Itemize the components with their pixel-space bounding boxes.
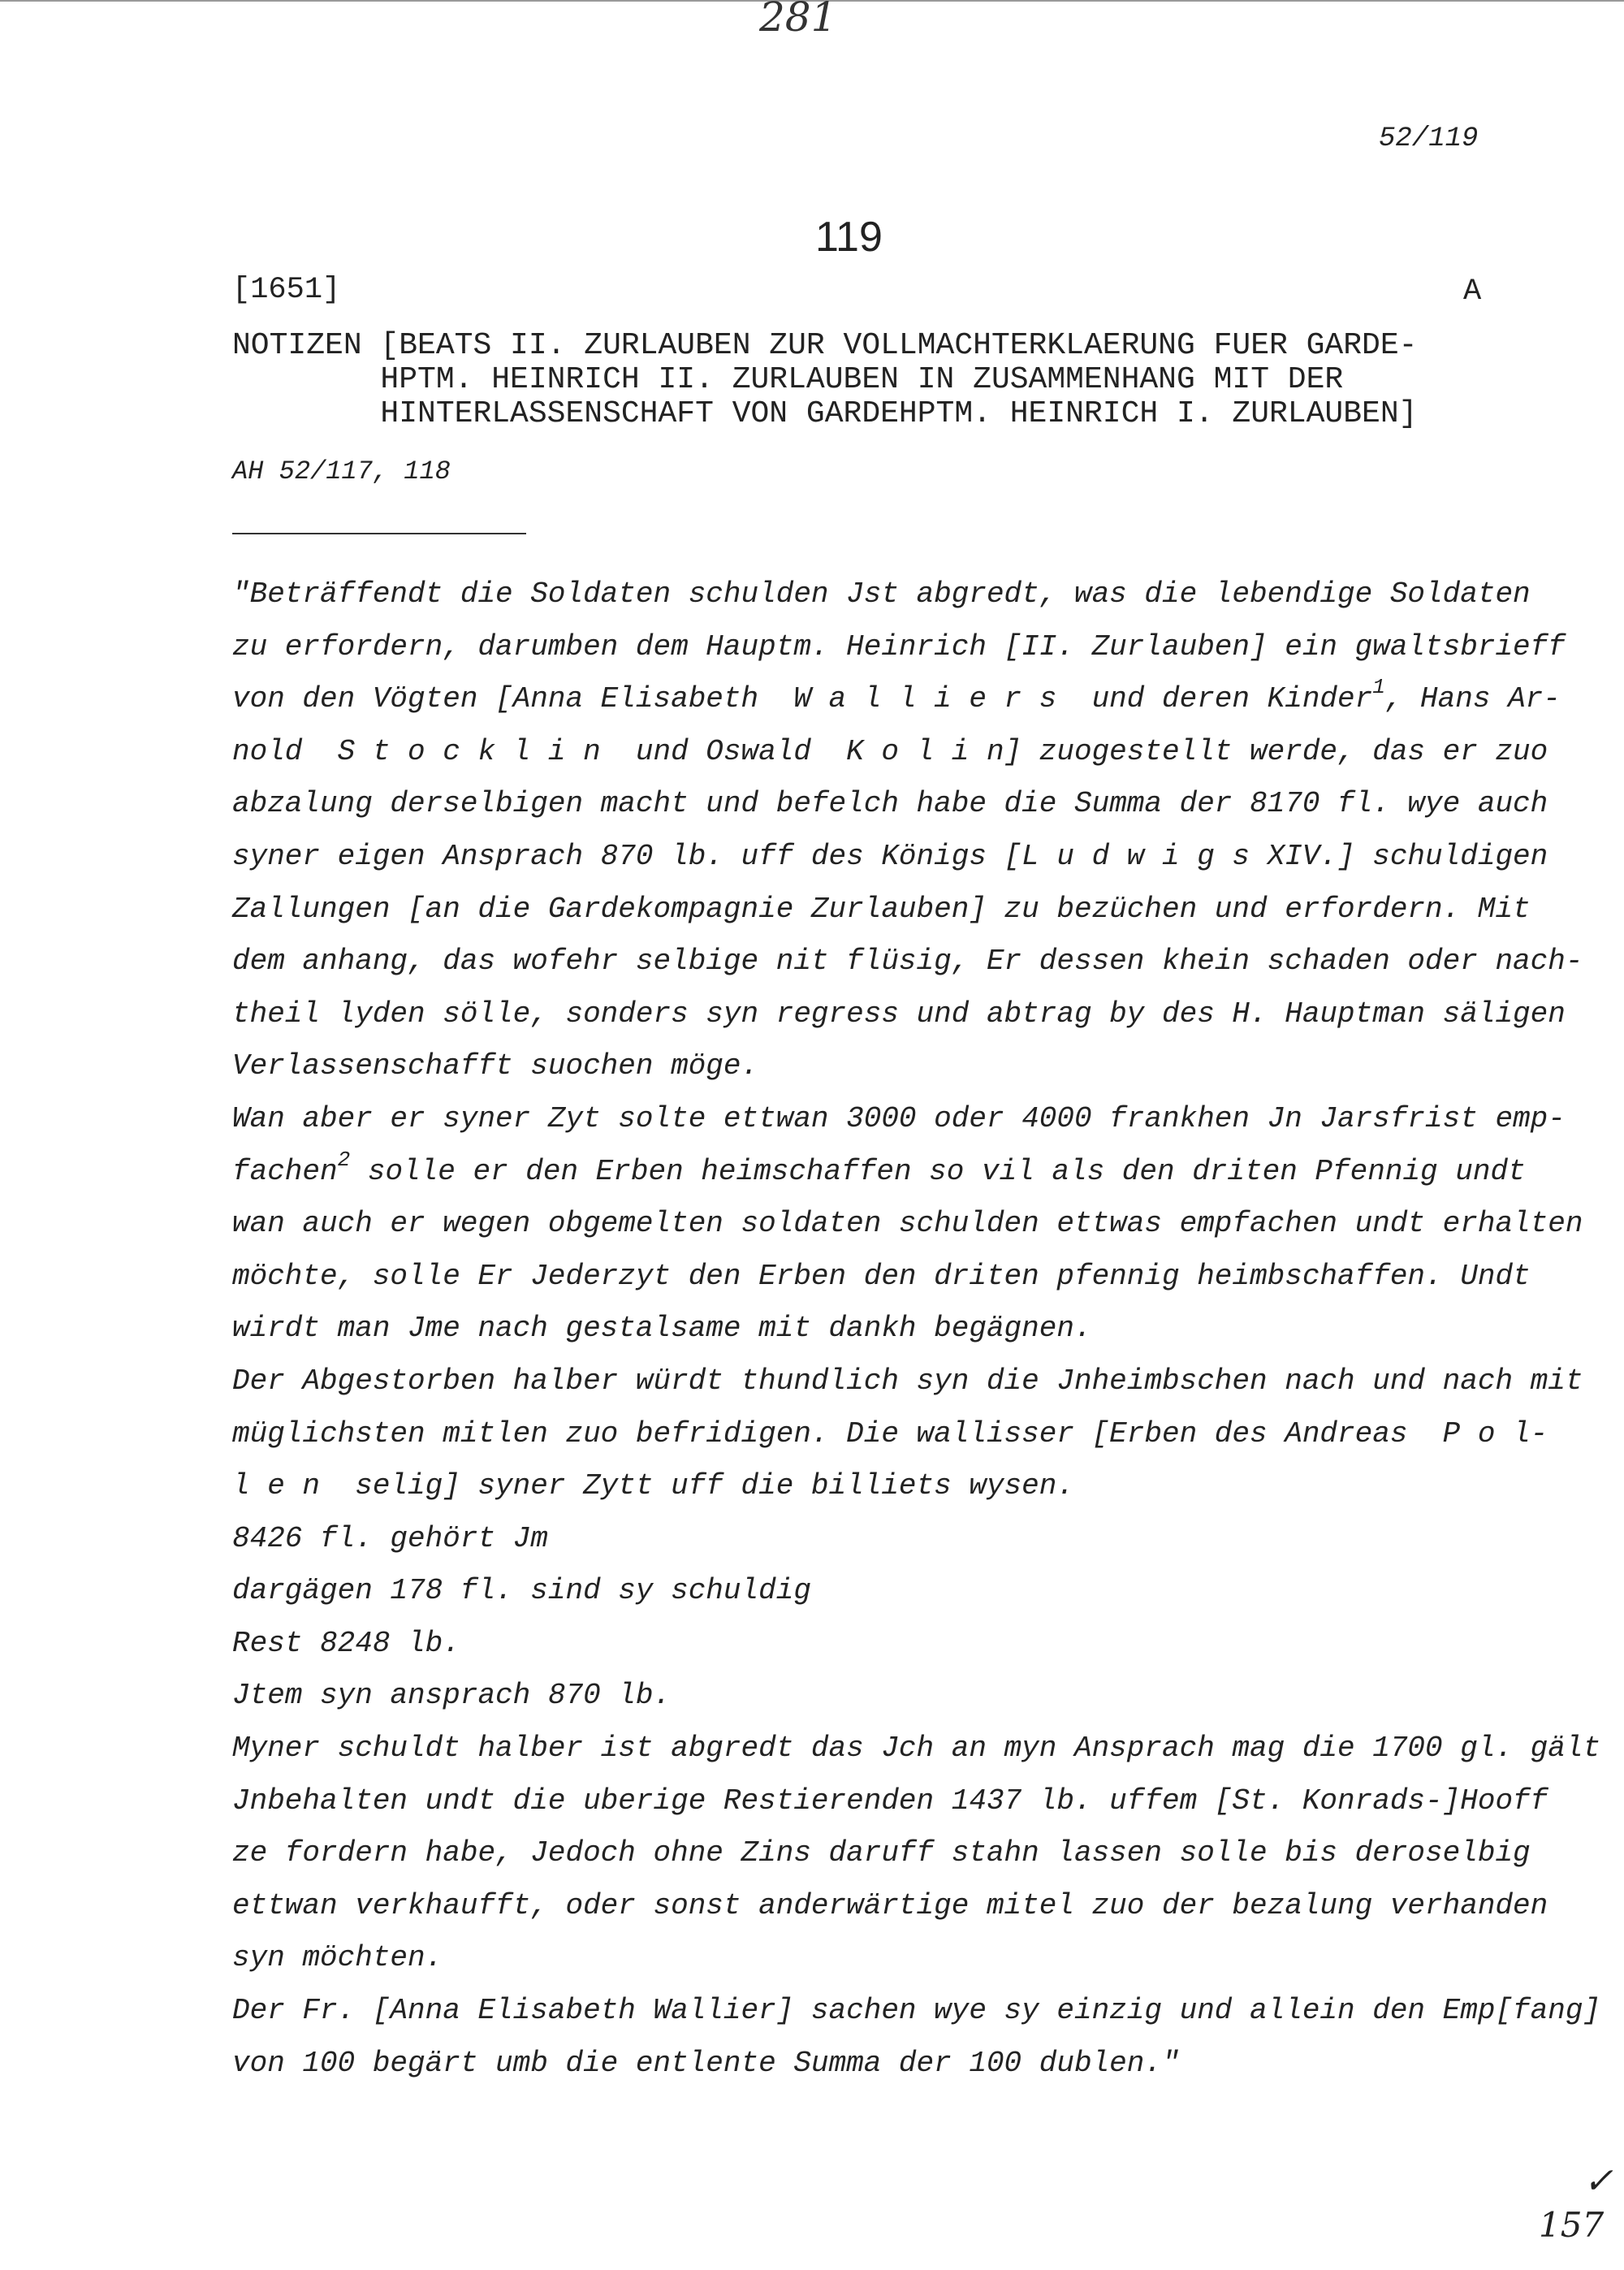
heading-line: NOTIZEN [BEATS II. ZURLAUBEN ZUR VOLLMACHTERKLAERUNG FUER GARDE- [232, 328, 1418, 363]
text-line: ettwan verkhaufft, oder sonst anderwärtige mitel zuo der bezalung verhanden [232, 1888, 1548, 1922]
text-line: dem anhang, das wofehr selbige nit flüsig, Er dessen khein schaden oder nach- [232, 945, 1583, 979]
text-line: möchte, solle Er Jederzyt den Erben den driten pfennig heimbschaffen. Undt [232, 1259, 1531, 1293]
text-line: syn möchten. [232, 1941, 443, 1975]
text-line: von 100 begärt umb die entlente Summa der 100 dublen." [232, 2046, 1180, 2080]
text-line: müglichsten mitlen zuo befridigen. Die wallisser [Erben des Andreas P o l- [232, 1416, 1548, 1451]
text-line: theil lyden sölle, sonders syn regress und abtrag by des H. Hauptman säligen [232, 997, 1566, 1031]
text-line: Jnbehalten undt die uberige Restierenden 1437 lb. uffem [St. Konrads-]Hooff [232, 1784, 1548, 1818]
heading-line: HINTERLASSENSCHAFT VON GARDEHPTM. HEINRICH I. ZURLAUBEN] [232, 396, 1418, 431]
handwritten-page-number: 281 [759, 0, 837, 41]
ah-reference: AH 52/117, 118 [232, 456, 451, 486]
text-line: Der Abgestorben halber würdt thundlich syn die Jnheimbschen nach und nach mit [232, 1364, 1583, 1398]
text-line [232, 1146, 1526, 1199]
text-line: nold S t o c k l i n und Oswald K o l i n] zuogestellt werde, das er zuo [232, 734, 1548, 768]
text-line: wan auch er wegen obgemelten soldaten schulden ettwas empfachen undt erhalten [232, 1207, 1583, 1241]
separator-rule [232, 533, 526, 534]
text-line: "Beträffendt die Soldaten schulden Jst abgredt, was die lebendige Soldaten [232, 577, 1531, 611]
text-line: Verlassenschafft suochen möge. [232, 1049, 759, 1083]
document-letter: A [1463, 275, 1482, 309]
text-line: Jtem syn ansprach 870 lb. [232, 1679, 672, 1713]
text-line: Wan aber er syner Zyt solte ettwan 3000 oder 4000 frankhen Jn Jarsfrist emp- [232, 1101, 1566, 1135]
archive-reference: 52/119 [1379, 123, 1479, 154]
document-date: [1651] [232, 273, 341, 307]
text-line: ze fordern habe, Jedoch ohne Zins daruff stahn lassen solle bis deroselbig [232, 1836, 1531, 1870]
footnote-marker: 1 [1372, 675, 1385, 700]
text-line: wirdt man Jme nach gestalsame mit dankh begägnen. [232, 1312, 1092, 1346]
text-segment: , Hans Ar- [1384, 682, 1561, 716]
text-line: Myner schuldt halber ist abgredt das Jch an myn Ansprach mag die 1700 gl. gält [232, 1732, 1601, 1766]
text-segment: solle er den Erben heimschaffen so vil als den driten Pfennig undt [350, 1154, 1526, 1188]
text-line: dargägen 178 fl. sind sy schuldig [232, 1574, 811, 1608]
check-icon: ✓ [1583, 2160, 1613, 2202]
text-segment: von den Vögten [Anna Elisabeth W a l l i e r s und deren Kinder [232, 682, 1373, 716]
footnote-marker: 2 [337, 1147, 351, 1172]
text-line: zu erfordern, darumben dem Hauptm. Heinrich [II. Zurlauben] ein gwaltsbrieff [232, 629, 1566, 664]
text-line: Zallungen [an die Gardekompagnie Zurlauben] zu bezüchen und erfordern. Mit [232, 892, 1531, 926]
text-line: Rest 8248 lb. [232, 1626, 460, 1660]
document-heading [232, 329, 1499, 431]
transcription-body [232, 569, 1601, 2090]
document-number: 119 [815, 214, 883, 261]
text-line [232, 673, 1561, 726]
handwritten-folio-number: 157 [1539, 2205, 1605, 2245]
text-line: Der Fr. [Anna Elisabeth Wallier] sachen wye sy einzig und allein den Emp[fang] [232, 1994, 1601, 2028]
text-line: syner eigen Ansprach 870 lb. uff des Königs [L u d w i g s XIV.] schuldigen [232, 839, 1548, 873]
text-line: l e n selig] syner Zytt uff die billiets wysen. [232, 1469, 1074, 1503]
text-line: abzalung derselbigen macht und befelch habe die Summa der 8170 fl. wye auch [232, 787, 1548, 821]
text-segment: fachen [232, 1154, 338, 1188]
heading-line: HPTM. HEINRICH II. ZURLAUBEN IN ZUSAMMENHANG MIT DER [232, 362, 1344, 397]
text-line: 8426 fl. gehört Jm [232, 1521, 548, 1555]
